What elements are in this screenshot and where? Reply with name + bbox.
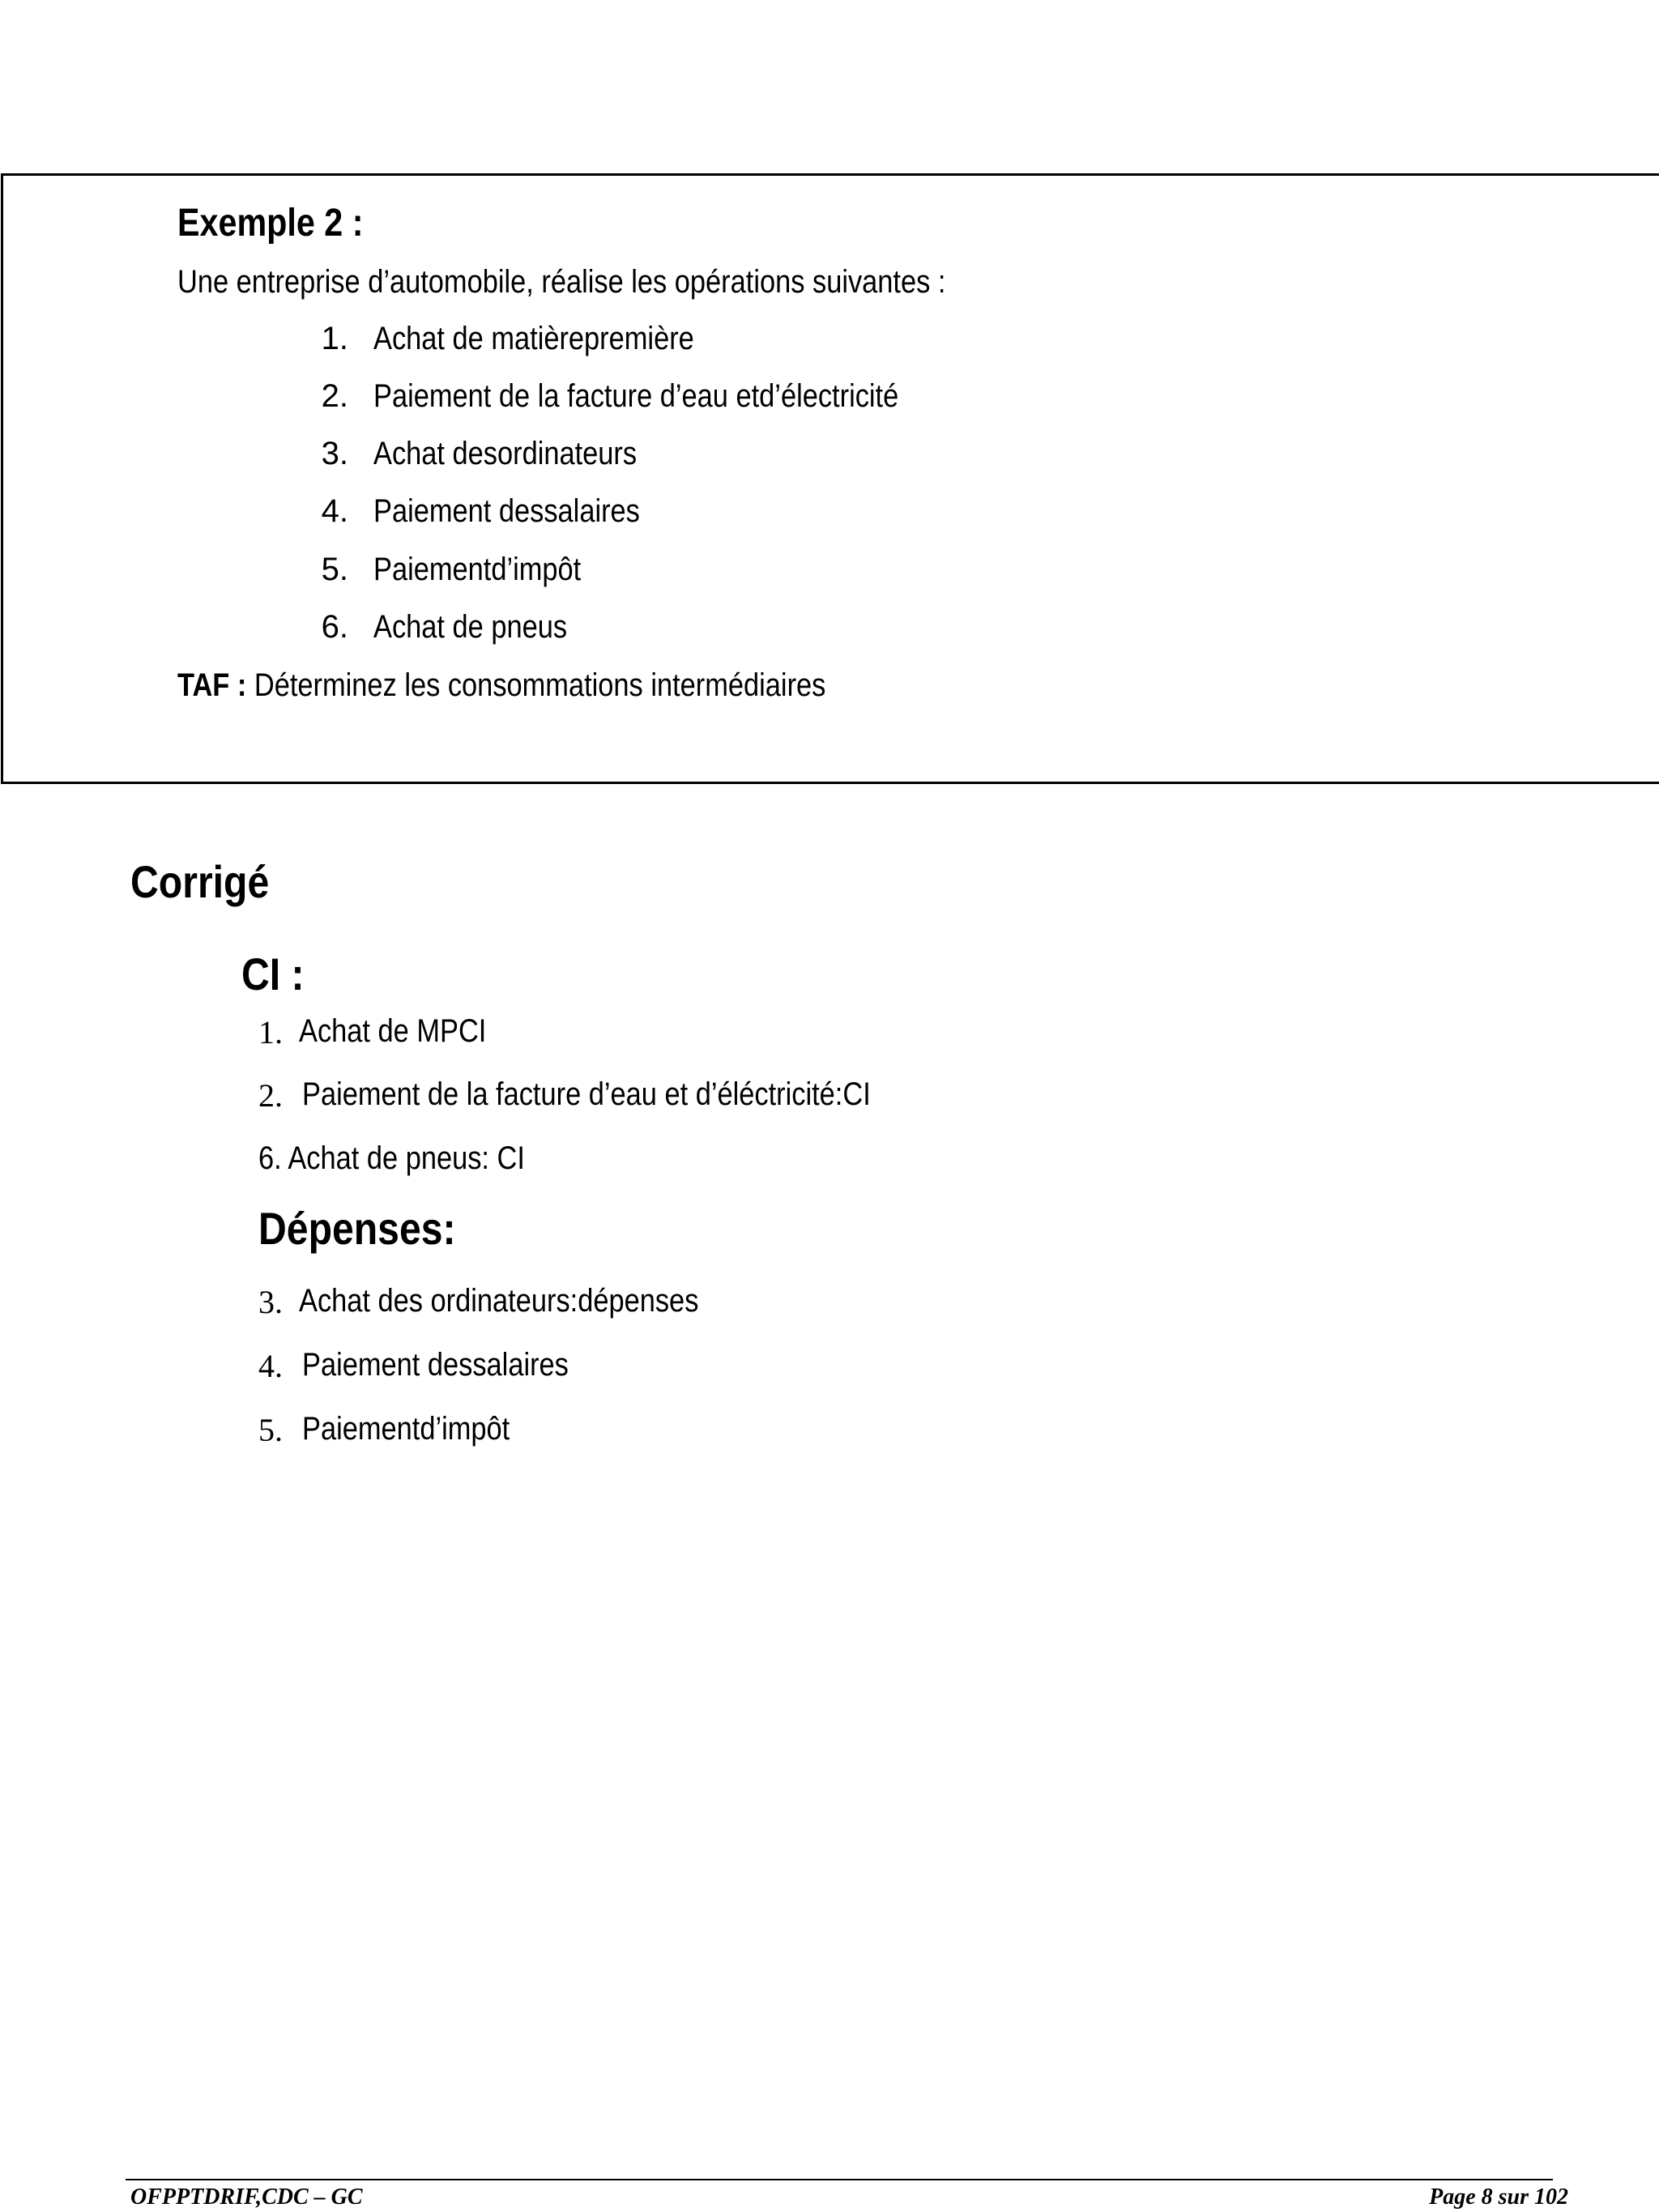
operation-number: 3.	[321, 436, 348, 471]
operation-text: Paiementd’impôt	[373, 552, 582, 587]
answer-text: Achat des ordinateurs:dépenses	[299, 1283, 699, 1319]
depenses-heading: Dépenses:	[258, 1203, 456, 1254]
footer-rule	[126, 2179, 1553, 2180]
operation-number: 6.	[321, 609, 348, 645]
operation-text: Achat de pneus	[373, 609, 568, 645]
corrige-title: Corrigé	[130, 856, 270, 907]
operation-text: Achat de matièrepremière	[373, 321, 694, 356]
operation-number: 4.	[321, 493, 348, 529]
answer-number: 3.	[258, 1284, 283, 1320]
answer-text: Paiement dessalaires	[302, 1347, 569, 1383]
answer-text: 6. Achat de pneus: CI	[258, 1140, 525, 1176]
operation-number: 5.	[321, 552, 348, 587]
answer-number: 4.	[258, 1348, 283, 1384]
taf-line	[177, 667, 825, 704]
answer-text: Paiement de la facture d’eau et d’éléctricité:CI	[302, 1076, 871, 1112]
exercise-intro: Une entreprise d’automobile, réalise les opérations suivantes :	[177, 264, 946, 300]
taf-text: Déterminez les consommations intermédiaires	[246, 667, 826, 703]
answer-number: 5.	[258, 1412, 283, 1448]
answer-number: 1.	[258, 1014, 283, 1051]
answer-number: 2.	[258, 1077, 283, 1114]
taf-label: TAF :	[177, 667, 247, 703]
answer-text: Paiementd’impôt	[302, 1411, 510, 1447]
operation-number: 1.	[321, 321, 348, 356]
operation-text: Achat desordinateurs	[373, 436, 638, 471]
operation-number: 2.	[321, 378, 348, 414]
footer-page-number: Page 8 sur 102	[1429, 2184, 1568, 2210]
ci-heading: CI :	[241, 948, 305, 999]
exercise-title: Exemple 2 :	[177, 202, 364, 245]
answer-text: Achat de MPCI	[299, 1013, 487, 1049]
operation-text: Paiement de la facture d’eau etd’électricité	[373, 378, 899, 414]
operation-text: Paiement dessalaires	[373, 493, 640, 529]
footer-left: OFPPTDRIF,CDC – GC	[130, 2184, 363, 2210]
